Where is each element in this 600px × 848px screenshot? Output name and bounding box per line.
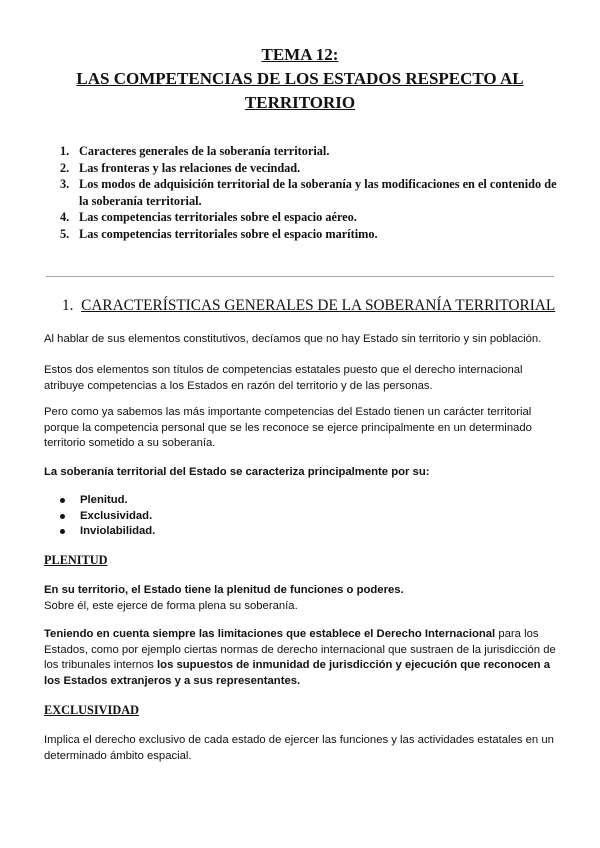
paragraph: Estos dos elementos son títulos de competencias estatales puesto que el derecho internacional atribuye competencias a los Estados en razón del territorio y de las personas. xyxy=(44,364,523,392)
toc-item xyxy=(60,160,560,177)
exclusividad-heading: EXCLUSIVIDAD xyxy=(44,703,139,717)
toc-item-text: Caracteres generales de la soberanía territorial. xyxy=(79,144,330,158)
toc-item-text: Las competencias territoriales sobre el espacio aéreo. xyxy=(79,210,357,224)
bullet-icon xyxy=(60,514,65,519)
normal-text: Sobre él, este ejerce de forma plena su soberanía. xyxy=(44,599,298,612)
toc-item xyxy=(60,176,560,209)
toc-item-number: 1. xyxy=(60,144,70,158)
list-item xyxy=(58,524,155,540)
list-item xyxy=(58,493,155,509)
toc-item-number: 2. xyxy=(60,160,70,175)
table-of-contents xyxy=(60,143,560,242)
toc-item-text: Las fronteras y las relaciones de vecindad. xyxy=(79,160,301,175)
toc-item-text: Los modos de adquisición territorial de la soberanía y las modificaciones en el contenido de la soberanía territorial. xyxy=(79,177,557,208)
topic-number-title: TEMA 12: xyxy=(261,45,339,64)
topic-title-line-1: LAS COMPETENCIAS DE LOS ESTADOS RESPECTO AL xyxy=(76,69,524,88)
toc-item-text: Las competencias territoriales sobre el espacio marítimo. xyxy=(79,226,378,241)
plenitud-heading: PLENITUD xyxy=(44,553,108,567)
normal-text: para los Estados, como por ejemplo ciertas normas de derecho internacional que sustraen de la jurisdicción de los tribunales internos xyxy=(44,628,556,671)
characteristics-list xyxy=(58,493,155,540)
topic-title-line-2: TERRITORIO xyxy=(244,93,356,112)
horizontal-divider xyxy=(46,276,554,277)
toc-item-number: 3. xyxy=(60,177,70,191)
list-item-text: Exclusividad. xyxy=(80,509,153,522)
toc-item xyxy=(60,143,560,160)
section-1-title: CARACTERÍSTICAS GENERALES DE LA SOBERANÍA TERRITORIAL xyxy=(81,297,556,314)
bullet-icon xyxy=(60,529,65,534)
exclusividad-paragraph: Implica el derecho exclusivo de cada estado de ejercer las funciones y las actividades estatales en un determinado ámbito espacial. xyxy=(44,734,554,762)
section-1-heading xyxy=(62,297,555,315)
bold-text: los supuestos de inmunidad de jurisdicción y ejecución que reconocen a los Estados extranjeros y a sus representantes. xyxy=(44,659,551,687)
toc-item-number: 4. xyxy=(60,210,70,224)
bullet-icon xyxy=(60,498,65,503)
toc-item xyxy=(60,226,560,243)
plenitud-paragraph-2 xyxy=(44,627,558,689)
plenitud-paragraph-1 xyxy=(44,583,558,614)
list-item-text: Plenitud. xyxy=(80,494,128,506)
section-1-number: 1. xyxy=(62,297,74,314)
toc-item xyxy=(60,209,560,226)
list-item-text: Inviolabilidad. xyxy=(80,525,156,537)
bold-text: Teniendo en cuenta siempre las limitaciones que establece el Derecho Internacional xyxy=(44,628,496,640)
list-item xyxy=(58,509,155,525)
paragraph: Pero como ya sabemos las más importante competencias del Estado tienen un carácter territorial porque la competencia personal que se les reconoce se ejerce principalmente en un determinado territorio sometido a su soberanía. xyxy=(44,406,532,449)
lead-paragraph: La soberanía territorial del Estado se caracteriza principalmente por su: xyxy=(44,466,430,478)
toc-item-number: 5. xyxy=(60,226,70,241)
paragraph: Al hablar de sus elementos constitutivos, decíamos que no hay Estado sin territorio y sin población. xyxy=(44,333,542,345)
bold-text: En su territorio, el Estado tiene la plenitud de funciones o poderes. xyxy=(44,584,404,596)
